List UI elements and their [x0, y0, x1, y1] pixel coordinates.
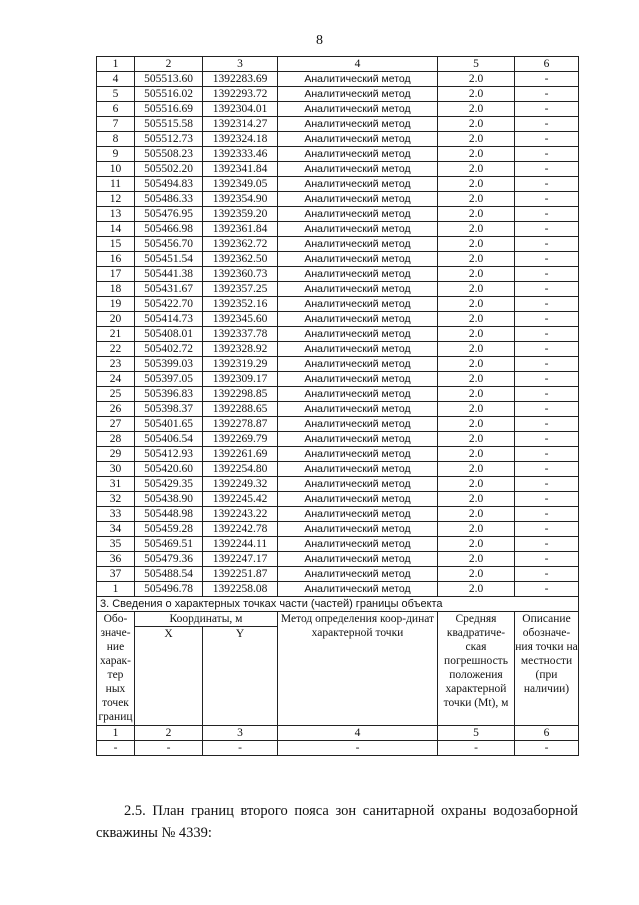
x-coordinate-cell: 505448.98 — [135, 507, 203, 522]
method-cell: Аналитический метод — [278, 357, 438, 372]
x-coordinate-cell: 505402.72 — [135, 342, 203, 357]
y-coordinate-cell: 1392349.05 — [203, 177, 278, 192]
description-cell: - — [515, 147, 579, 162]
table-row — [97, 132, 579, 147]
description-cell: - — [515, 492, 579, 507]
y-coordinate-cell: 1392247.17 — [203, 552, 278, 567]
point-number-cell: 22 — [97, 342, 135, 357]
x-coordinate-cell: 505401.65 — [135, 417, 203, 432]
error-cell: 2.0 — [438, 387, 515, 402]
number-cell: 4 — [278, 726, 438, 741]
error-cell: 2.0 — [438, 282, 515, 297]
description-cell: - — [515, 102, 579, 117]
error-cell: 2.0 — [438, 162, 515, 177]
table-row — [97, 537, 579, 552]
table-row — [97, 162, 579, 177]
description-cell: - — [515, 342, 579, 357]
description-cell: - — [515, 582, 579, 597]
method-cell: Аналитический метод — [278, 147, 438, 162]
error-cell: 2.0 — [438, 72, 515, 87]
x-coordinate-cell: 505508.23 — [135, 147, 203, 162]
method-cell: Аналитический метод — [278, 522, 438, 537]
x-coordinate-cell: 505456.70 — [135, 237, 203, 252]
number-cell: 6 — [515, 726, 579, 741]
description-cell: - — [515, 117, 579, 132]
table-row — [97, 492, 579, 507]
point-number-cell: 8 — [97, 132, 135, 147]
table-row — [97, 522, 579, 537]
point-number-cell: 32 — [97, 492, 135, 507]
table-row — [97, 462, 579, 477]
y-coordinate-cell: 1392337.78 — [203, 327, 278, 342]
y-coordinate-cell: 1392278.87 — [203, 417, 278, 432]
table-row — [97, 177, 579, 192]
table-row — [97, 507, 579, 522]
table-row — [97, 417, 579, 432]
method-cell: Аналитический метод — [278, 87, 438, 102]
point-number-cell: 26 — [97, 402, 135, 417]
x-coordinate-cell: 505494.83 — [135, 177, 203, 192]
section-3-empty-row — [97, 741, 579, 756]
error-cell: 2.0 — [438, 297, 515, 312]
table-header-row — [97, 57, 579, 72]
number-cell: 1 — [97, 726, 135, 741]
x-coordinate-cell: 505486.33 — [135, 192, 203, 207]
error-cell: 2.0 — [438, 207, 515, 222]
table-row — [97, 552, 579, 567]
error-cell: 2.0 — [438, 237, 515, 252]
x-coordinate-cell: 505408.01 — [135, 327, 203, 342]
point-number-cell: 23 — [97, 357, 135, 372]
method-cell: Аналитический метод — [278, 132, 438, 147]
description-cell: - — [515, 192, 579, 207]
point-number-cell: 6 — [97, 102, 135, 117]
table-row — [97, 372, 579, 387]
point-number-cell: 21 — [97, 327, 135, 342]
error-cell: 2.0 — [438, 327, 515, 342]
description-cell: - — [515, 222, 579, 237]
point-number-cell: 24 — [97, 372, 135, 387]
y-coordinate-cell: 1392359.20 — [203, 207, 278, 222]
y-coordinate-cell: 1392254.80 — [203, 462, 278, 477]
table-row — [97, 387, 579, 402]
y-coordinate-cell: 1392283.69 — [203, 72, 278, 87]
description-cell: - — [515, 237, 579, 252]
method-cell: Аналитический метод — [278, 312, 438, 327]
description-cell: - — [515, 207, 579, 222]
x-header: X — [135, 627, 203, 726]
table-row — [97, 312, 579, 327]
x-coordinate-cell: 505502.20 — [135, 162, 203, 177]
y-coordinate-cell: 1392361.84 — [203, 222, 278, 237]
method-cell: Аналитический метод — [278, 432, 438, 447]
point-number-cell: 7 — [97, 117, 135, 132]
header-cell: 4 — [278, 57, 438, 72]
point-number-cell: 17 — [97, 267, 135, 282]
method-cell: Аналитический метод — [278, 552, 438, 567]
x-coordinate-cell: 505406.54 — [135, 432, 203, 447]
x-coordinate-cell: 505513.60 — [135, 72, 203, 87]
y-coordinate-cell: 1392324.18 — [203, 132, 278, 147]
y-coordinate-cell: 1392258.08 — [203, 582, 278, 597]
error-cell: 2.0 — [438, 462, 515, 477]
description-cell: - — [515, 312, 579, 327]
error-cell: 2.0 — [438, 432, 515, 447]
point-number-cell: 5 — [97, 87, 135, 102]
table-row — [97, 342, 579, 357]
description-cell: - — [515, 417, 579, 432]
table-row — [97, 252, 579, 267]
point-number-cell: 31 — [97, 477, 135, 492]
table-row — [97, 147, 579, 162]
method-cell: Аналитический метод — [278, 567, 438, 582]
error-cell: 2.0 — [438, 567, 515, 582]
y-coordinate-cell: 1392314.27 — [203, 117, 278, 132]
y-coordinate-cell: 1392304.01 — [203, 102, 278, 117]
error-cell: 2.0 — [438, 87, 515, 102]
description-cell: - — [515, 552, 579, 567]
header-cell: 6 — [515, 57, 579, 72]
method-cell: Аналитический метод — [278, 402, 438, 417]
method-cell: Аналитический метод — [278, 222, 438, 237]
error-cell: 2.0 — [438, 177, 515, 192]
x-coordinate-cell: 505488.54 — [135, 567, 203, 582]
point-number-cell: 30 — [97, 462, 135, 477]
y-coordinate-cell: 1392354.90 — [203, 192, 278, 207]
empty-cell: - — [278, 741, 438, 756]
table-row — [97, 357, 579, 372]
point-number-cell: 9 — [97, 147, 135, 162]
point-number-cell: 14 — [97, 222, 135, 237]
method-cell: Аналитический метод — [278, 177, 438, 192]
method-cell: Аналитический метод — [278, 492, 438, 507]
description-cell: - — [515, 432, 579, 447]
designation-header: Обо-значе-ние харак-тер ных точек границ — [97, 612, 135, 726]
method-cell: Аналитический метод — [278, 72, 438, 87]
y-coordinate-cell: 1392288.65 — [203, 402, 278, 417]
table-row — [97, 87, 579, 102]
point-number-cell: 16 — [97, 252, 135, 267]
y-coordinate-cell: 1392243.22 — [203, 507, 278, 522]
method-cell: Аналитический метод — [278, 282, 438, 297]
coordinates-table — [96, 56, 579, 756]
method-cell: Аналитический метод — [278, 477, 438, 492]
coords-header: Координаты, м — [135, 612, 278, 627]
method-cell: Аналитический метод — [278, 387, 438, 402]
error-cell: 2.0 — [438, 552, 515, 567]
table-row — [97, 432, 579, 447]
point-number-cell: 19 — [97, 297, 135, 312]
description-cell: - — [515, 327, 579, 342]
point-number-cell: 20 — [97, 312, 135, 327]
table-row — [97, 327, 579, 342]
x-coordinate-cell: 505438.90 — [135, 492, 203, 507]
point-number-cell: 33 — [97, 507, 135, 522]
point-number-cell: 36 — [97, 552, 135, 567]
y-coordinate-cell: 1392362.72 — [203, 237, 278, 252]
description-header: Описание обозначе-ния точки на местности (при наличии) — [515, 612, 579, 726]
error-cell: 2.0 — [438, 312, 515, 327]
point-number-cell: 11 — [97, 177, 135, 192]
error-cell: 2.0 — [438, 537, 515, 552]
y-coordinate-cell: 1392309.17 — [203, 372, 278, 387]
x-coordinate-cell: 505479.36 — [135, 552, 203, 567]
error-cell: 2.0 — [438, 447, 515, 462]
error-cell: 2.0 — [438, 192, 515, 207]
description-cell: - — [515, 567, 579, 582]
header-cell: 1 — [97, 57, 135, 72]
section-3-number-row — [97, 726, 579, 741]
x-coordinate-cell: 505396.83 — [135, 387, 203, 402]
section-3-title: 3. Сведения о характерных точках части (частей) границы объекта — [97, 597, 579, 612]
y-coordinate-cell: 1392245.42 — [203, 492, 278, 507]
point-number-cell: 1 — [97, 582, 135, 597]
method-cell: Аналитический метод — [278, 537, 438, 552]
x-coordinate-cell: 505466.98 — [135, 222, 203, 237]
method-cell: Аналитический метод — [278, 342, 438, 357]
point-number-cell: 12 — [97, 192, 135, 207]
header-cell: 3 — [203, 57, 278, 72]
method-cell: Аналитический метод — [278, 252, 438, 267]
x-coordinate-cell: 505512.73 — [135, 132, 203, 147]
description-cell: - — [515, 267, 579, 282]
section-caption: 2.5. План границ второго пояса зон санитарной охраны водозаборной скважины № 4339: — [96, 802, 578, 841]
error-cell: 2.0 — [438, 402, 515, 417]
y-coordinate-cell: 1392244.11 — [203, 537, 278, 552]
number-cell: 5 — [438, 726, 515, 741]
point-number-cell: 25 — [97, 387, 135, 402]
empty-cell: - — [135, 741, 203, 756]
page-number: 8 — [316, 33, 323, 48]
error-cell: 2.0 — [438, 372, 515, 387]
method-cell: Аналитический метод — [278, 162, 438, 177]
description-cell: - — [515, 447, 579, 462]
y-coordinate-cell: 1392328.92 — [203, 342, 278, 357]
x-coordinate-cell: 505397.05 — [135, 372, 203, 387]
error-cell: 2.0 — [438, 252, 515, 267]
point-number-cell: 15 — [97, 237, 135, 252]
x-coordinate-cell: 505399.03 — [135, 357, 203, 372]
table-row — [97, 117, 579, 132]
description-cell: - — [515, 87, 579, 102]
point-number-cell: 10 — [97, 162, 135, 177]
y-coordinate-cell: 1392333.46 — [203, 147, 278, 162]
point-number-cell: 28 — [97, 432, 135, 447]
y-header: Y — [203, 627, 278, 726]
description-cell: - — [515, 402, 579, 417]
empty-cell: - — [515, 741, 579, 756]
description-cell: - — [515, 522, 579, 537]
y-coordinate-cell: 1392298.85 — [203, 387, 278, 402]
y-coordinate-cell: 1392345.60 — [203, 312, 278, 327]
y-coordinate-cell: 1392341.84 — [203, 162, 278, 177]
description-cell: - — [515, 507, 579, 522]
method-cell: Аналитический метод — [278, 237, 438, 252]
method-cell: Аналитический метод — [278, 327, 438, 342]
description-cell: - — [515, 357, 579, 372]
x-coordinate-cell: 505496.78 — [135, 582, 203, 597]
error-cell: 2.0 — [438, 417, 515, 432]
description-cell: - — [515, 252, 579, 267]
y-coordinate-cell: 1392319.29 — [203, 357, 278, 372]
x-coordinate-cell: 505515.58 — [135, 117, 203, 132]
point-number-cell: 37 — [97, 567, 135, 582]
table-row — [97, 582, 579, 597]
error-cell: 2.0 — [438, 222, 515, 237]
method-header: Метод определения коор-динат характерной точки — [278, 612, 438, 726]
method-cell: Аналитический метод — [278, 297, 438, 312]
point-number-cell: 34 — [97, 522, 135, 537]
description-cell: - — [515, 477, 579, 492]
empty-cell: - — [97, 741, 135, 756]
x-coordinate-cell: 505431.67 — [135, 282, 203, 297]
description-cell: - — [515, 72, 579, 87]
method-cell: Аналитический метод — [278, 582, 438, 597]
empty-cell: - — [203, 741, 278, 756]
x-coordinate-cell: 505414.73 — [135, 312, 203, 327]
header-cell: 2 — [135, 57, 203, 72]
table-row — [97, 102, 579, 117]
method-cell: Аналитический метод — [278, 447, 438, 462]
number-cell: 2 — [135, 726, 203, 741]
x-coordinate-cell: 505459.28 — [135, 522, 203, 537]
error-cell: 2.0 — [438, 117, 515, 132]
error-cell: 2.0 — [438, 267, 515, 282]
y-coordinate-cell: 1392293.72 — [203, 87, 278, 102]
y-coordinate-cell: 1392242.78 — [203, 522, 278, 537]
method-cell: Аналитический метод — [278, 372, 438, 387]
table-row — [97, 222, 579, 237]
x-coordinate-cell: 505412.93 — [135, 447, 203, 462]
method-cell: Аналитический метод — [278, 462, 438, 477]
point-number-cell: 4 — [97, 72, 135, 87]
y-coordinate-cell: 1392251.87 — [203, 567, 278, 582]
table-row — [97, 237, 579, 252]
description-cell: - — [515, 282, 579, 297]
x-coordinate-cell: 505516.02 — [135, 87, 203, 102]
description-cell: - — [515, 462, 579, 477]
y-coordinate-cell: 1392360.73 — [203, 267, 278, 282]
method-cell: Аналитический метод — [278, 192, 438, 207]
error-cell: 2.0 — [438, 522, 515, 537]
error-cell: 2.0 — [438, 582, 515, 597]
table-row — [97, 447, 579, 462]
error-cell: 2.0 — [438, 342, 515, 357]
description-cell: - — [515, 132, 579, 147]
y-coordinate-cell: 1392362.50 — [203, 252, 278, 267]
x-coordinate-cell: 505422.70 — [135, 297, 203, 312]
x-coordinate-cell: 505398.37 — [135, 402, 203, 417]
point-number-cell: 27 — [97, 417, 135, 432]
x-coordinate-cell: 505451.54 — [135, 252, 203, 267]
method-cell: Аналитический метод — [278, 207, 438, 222]
description-cell: - — [515, 372, 579, 387]
x-coordinate-cell: 505469.51 — [135, 537, 203, 552]
point-number-cell: 35 — [97, 537, 135, 552]
method-cell: Аналитический метод — [278, 267, 438, 282]
description-cell: - — [515, 162, 579, 177]
point-number-cell: 13 — [97, 207, 135, 222]
y-coordinate-cell: 1392249.32 — [203, 477, 278, 492]
x-coordinate-cell: 505429.35 — [135, 477, 203, 492]
description-cell: - — [515, 297, 579, 312]
y-coordinate-cell: 1392269.79 — [203, 432, 278, 447]
error-cell: 2.0 — [438, 492, 515, 507]
y-coordinate-cell: 1392261.69 — [203, 447, 278, 462]
table-row — [97, 402, 579, 417]
table-row — [97, 267, 579, 282]
method-cell: Аналитический метод — [278, 507, 438, 522]
table-row — [97, 567, 579, 582]
error-cell: 2.0 — [438, 507, 515, 522]
x-coordinate-cell: 505476.95 — [135, 207, 203, 222]
error-cell: 2.0 — [438, 477, 515, 492]
x-coordinate-cell: 505516.69 — [135, 102, 203, 117]
description-cell: - — [515, 387, 579, 402]
point-number-cell: 18 — [97, 282, 135, 297]
table-row — [97, 207, 579, 222]
empty-cell: - — [438, 741, 515, 756]
section-3-header-row — [97, 612, 579, 627]
y-coordinate-cell: 1392357.25 — [203, 282, 278, 297]
error-cell: 2.0 — [438, 102, 515, 117]
error-cell: 2.0 — [438, 357, 515, 372]
header-cell: 5 — [438, 57, 515, 72]
error-cell: 2.0 — [438, 132, 515, 147]
method-cell: Аналитический метод — [278, 417, 438, 432]
point-number-cell: 29 — [97, 447, 135, 462]
table-row — [97, 282, 579, 297]
x-coordinate-cell: 505420.60 — [135, 462, 203, 477]
section-3-title-row — [97, 597, 579, 612]
error-cell: 2.0 — [438, 147, 515, 162]
method-cell: Аналитический метод — [278, 117, 438, 132]
method-cell: Аналитический метод — [278, 102, 438, 117]
table-row — [97, 297, 579, 312]
error-header: Средняя квадратиче-ская погрешность положения характерной точки (Mt), м — [438, 612, 515, 726]
x-coordinate-cell: 505441.38 — [135, 267, 203, 282]
table-row — [97, 192, 579, 207]
y-coordinate-cell: 1392352.16 — [203, 297, 278, 312]
description-cell: - — [515, 537, 579, 552]
table-row — [97, 477, 579, 492]
table-row — [97, 72, 579, 87]
number-cell: 3 — [203, 726, 278, 741]
description-cell: - — [515, 177, 579, 192]
